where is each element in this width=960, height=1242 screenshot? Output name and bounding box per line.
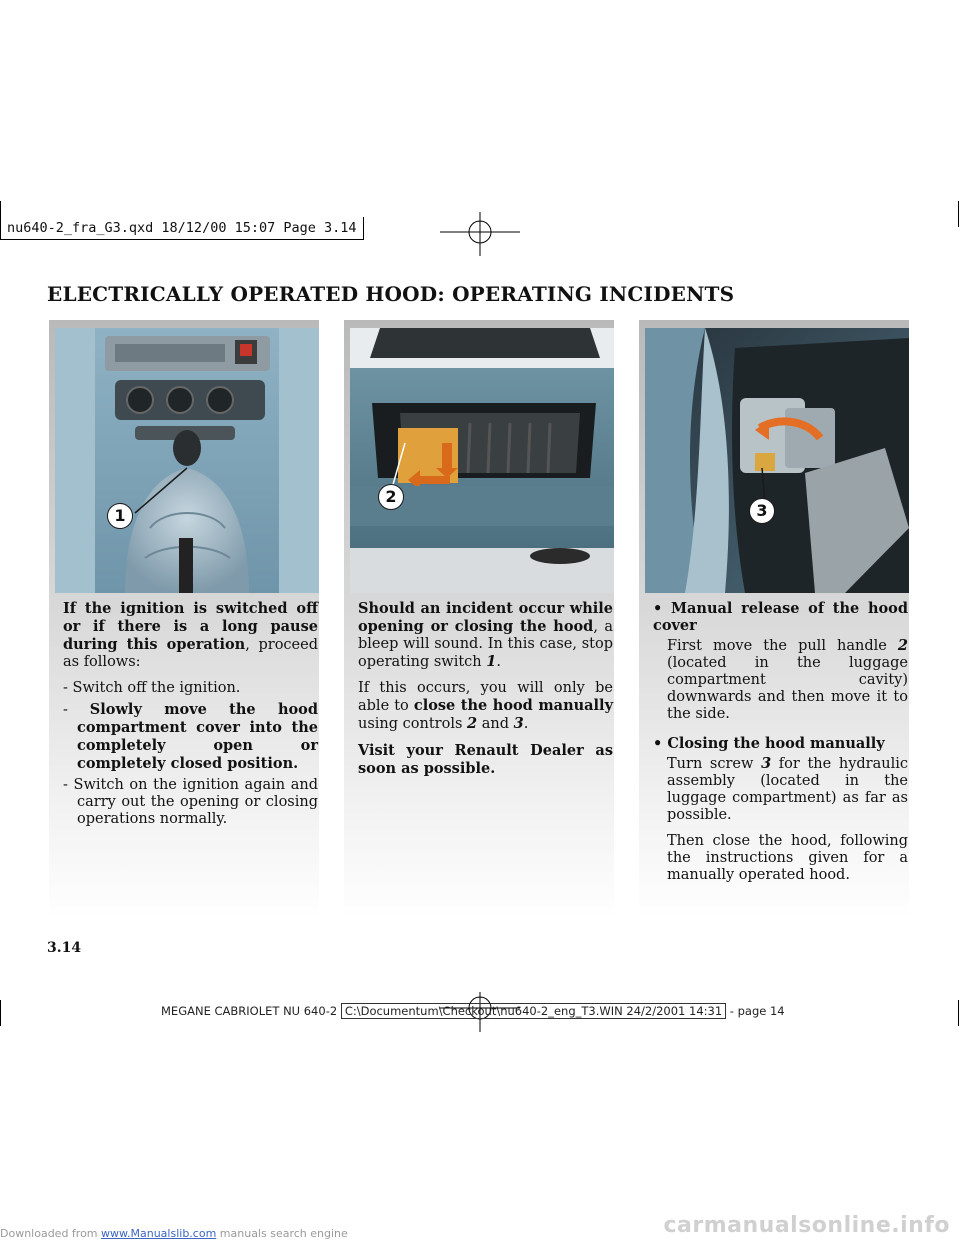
print-footer: MEGANE CABRIOLET NU 640-2 C:\Documentum\Checkout\nu640-2_eng_T3.WIN 24/2/2001 14:31 - page 14 [161,1004,785,1018]
step-2: - Slowly move the hood compartment cover into the completely open or completely closed position. [63,701,318,772]
callout-1: 1 [107,503,133,529]
bullet-manual-release-text: First move the pull handle 2 (located in the luggage compartment cavity) downwards and then move it to the side. [667,637,908,722]
step-3: - Switch on the ignition again and carry out the opening or closing operations normally. [63,777,318,827]
step-1: - Switch off the ignition. [63,680,241,696]
callout-2: 2 [378,484,404,510]
file-path: C:\Documentum\Checkout\nu640-2_eng_T3.WIN 24/2/2001 14:31 [341,1003,726,1019]
manual-close-paragraph: If this occurs, you will only be able to close the hood manually using controls 2 and 3. [358,680,613,732]
page-number: 3.14 [47,940,82,956]
watermark: carmanualsonline.info [663,1213,950,1238]
bullet-dot: • [653,735,668,752]
bullet-manual-release-title: • Manual release of the hood cover [653,600,908,634]
callout-3: 3 [749,498,775,524]
column-left-text [63,600,318,832]
luggage-compartment-photo [350,328,614,593]
column-middle-text [358,600,613,787]
page-title: ELECTRICALLY OPERATED HOOD: OPERATING INCIDENTS [47,282,735,306]
crop-mark [958,201,959,227]
intro-paragraph: If the ignition is switched off or if there is a long pause during this operation, proceed as follows: [63,600,318,670]
crop-mark [958,1000,959,1026]
bullet-dot: • [653,600,671,617]
bullet-closing-text-2: Then close the hood, following the instructions given for a manually operated hood. [667,833,908,883]
bullet-closing-text: Turn screw 3 for the hydraulic assembly (located in the luggage compartment) as far as possible. [667,755,908,823]
download-banner: Downloaded from www.Manualslib.com manuals search engine [0,1227,348,1240]
dealer-paragraph: Visit your Renault Dealer as soon as possible. [358,742,613,777]
column-right-text [653,600,908,893]
print-slug: nu640-2_fra_G3.qxd 18/12/00 15:07 Page 3.14 [0,217,364,240]
bullet-closing-title: • Closing the hood manually [653,735,885,752]
crop-mark [0,1000,1,1026]
hydraulic-assembly-photo [645,328,909,593]
incident-paragraph: Should an incident occur while opening or closing the hood, a bleep will sound. In this case, stop operating switch 1. [358,600,613,670]
manualslib-link[interactable]: www.Manualslib.com [101,1227,217,1240]
registration-mark-top [440,212,520,256]
dashboard-gear-lever-photo [55,328,319,593]
